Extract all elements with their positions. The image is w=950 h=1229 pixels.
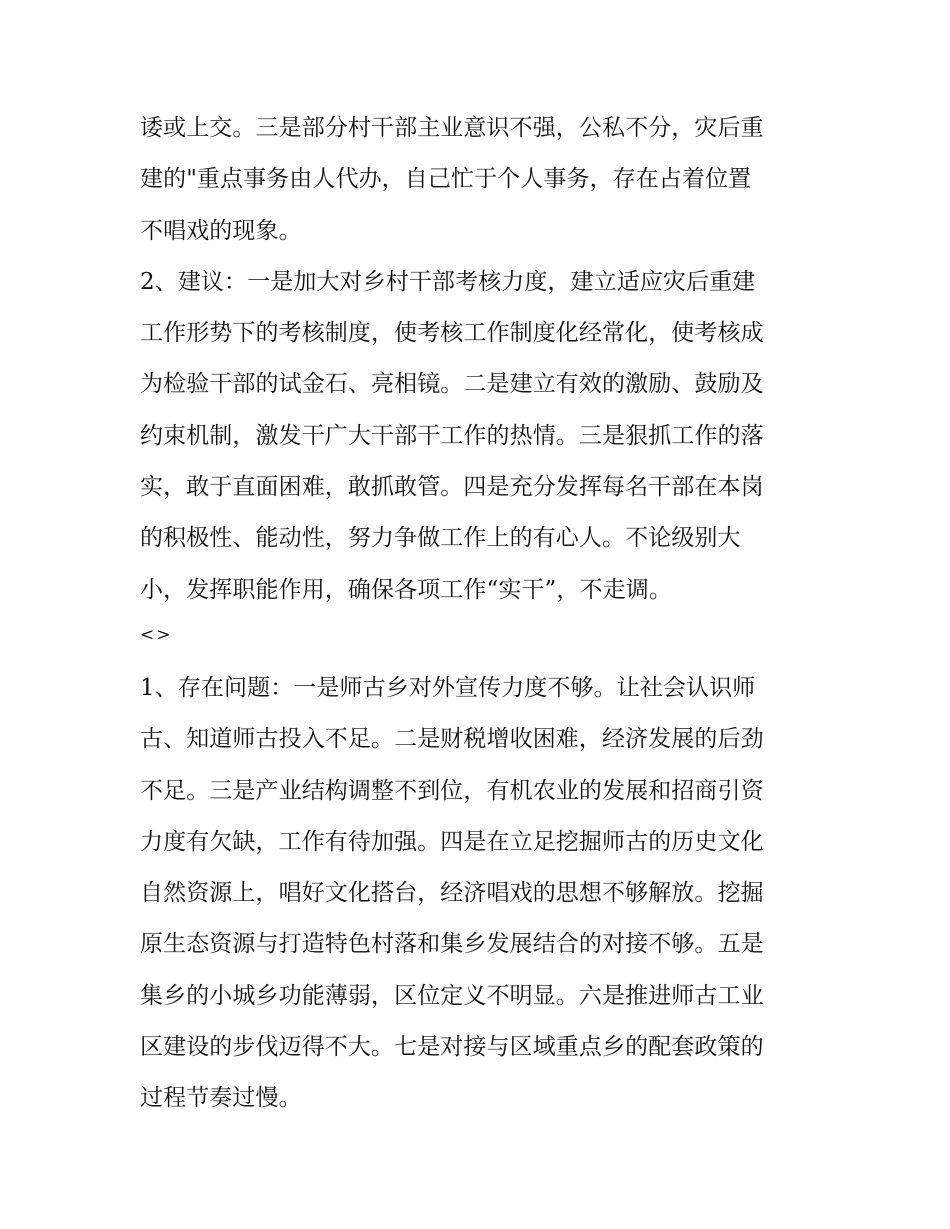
text-line: 小，发挥职能作用，确保各项工作“实干”，不走调。: [140, 576, 672, 603]
text-line: 古、知道师古投入不足。二是财税增收困难，经济发展的后劲: [140, 726, 764, 753]
text-line: 实，敢于直面困难，敢抓敢管。四是充分发挥每名干部在本岗: [140, 474, 764, 501]
document-body: [140, 103, 815, 1125]
text-line: 建的"重点事务由人代办，自己忙于个人事务，存在占着位置: [140, 166, 752, 193]
section-marker: <>: [140, 624, 173, 645]
text-line: 工作形势下的考核制度，使考核工作制度化经常化，使考核成: [140, 320, 764, 347]
text-line: 约束机制，激发干广大干部干工作的热情。三是狠抓工作的落: [140, 422, 764, 449]
text-line: 的积极性、能动性，努力争做工作上的有心人。不论级别大: [140, 525, 741, 552]
text-line: 为检验干部的试金石、亮相镜。二是建立有效的激励、鼓励及: [140, 371, 764, 398]
text-line: 过程节奏过慢。: [140, 1085, 302, 1112]
text-line: 诿或上交。三是部分村干部主业意识不强，公私不分，灾后重: [140, 115, 764, 141]
text-line: 2、建议：一是加大对乡村干部考核力度，建立适应灾后重建: [140, 268, 756, 295]
text-line: 区建设的步伐迈得不大。七是对接与区域重点乡的配套政策的: [140, 1034, 764, 1061]
text-line: 力度有欠缺，工作有待加强。四是在立足挖掘师古的历史文化: [140, 828, 764, 855]
text-line: 不足。三是产业结构调整不到位，有机农业的发展和招商引资: [140, 777, 764, 804]
text-line: 不唱戏的现象。: [140, 217, 302, 244]
text-line: 原生态资源与打造特色村落和集乡发展结合的对接不够。五是: [140, 931, 764, 958]
text-line: 1、存在问题：一是师古乡对外宣传力度不够。让社会认识师: [140, 674, 756, 701]
text-line: 集乡的小城乡功能薄弱，区位定义不明显。六是推进师古工业: [140, 982, 764, 1009]
text-line: 自然资源上，唱好文化搭台，经济唱戏的思想不够解放。挖掘: [140, 880, 764, 907]
